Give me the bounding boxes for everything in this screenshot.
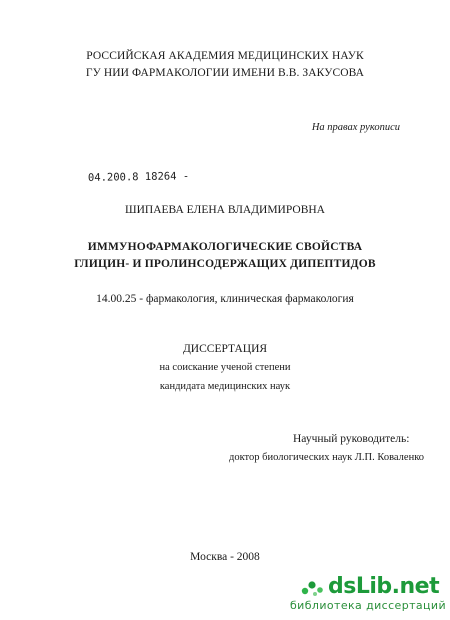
watermark-subtitle: библиотека диссертаций xyxy=(290,599,447,612)
institution-line-1: РОССИЙСКАЯ АКАДЕМИЯ МЕДИЦИНСКИХ НАУК xyxy=(86,50,364,62)
work-type-line-1: на соискание ученой степени xyxy=(159,362,291,373)
specialty: 14.00.25 - фармакология, клиническая фармакология xyxy=(96,293,354,305)
watermark xyxy=(290,574,447,614)
institution-line-2: ГУ НИИ ФАРМАКОЛОГИИ ИМЕНИ В.В. ЗАКУСОВА xyxy=(85,67,365,79)
author-name: ШИПАЕВА ЕЛЕНА ВЛАДИМИРОВНА xyxy=(125,204,325,216)
supervisor-label: Научный руководитель: xyxy=(293,433,410,445)
rights-note: На правах рукописи xyxy=(311,122,400,133)
thesis-title-line-2: ГЛИЦИН- И ПРОЛИНСОДЕРЖАЩИХ ДИПЕПТИДОВ xyxy=(74,258,376,270)
dslib-logo-icon xyxy=(300,576,326,598)
watermark-brand: dsLib.net xyxy=(328,574,440,599)
place-and-year: Москва - 2008 xyxy=(190,551,260,563)
thesis-title-line-1: ИММУНОФАРМАКОЛОГИЧЕСКИЕ СВОЙСТВА xyxy=(87,241,363,253)
supervisor-name: доктор биологических наук Л.П. Коваленко xyxy=(229,452,425,463)
work-type-line-2: кандидата медицинских наук xyxy=(159,381,291,392)
registration-number: 04.200.8 18264 - xyxy=(87,170,190,184)
work-type-heading: ДИССЕРТАЦИЯ xyxy=(182,343,268,355)
